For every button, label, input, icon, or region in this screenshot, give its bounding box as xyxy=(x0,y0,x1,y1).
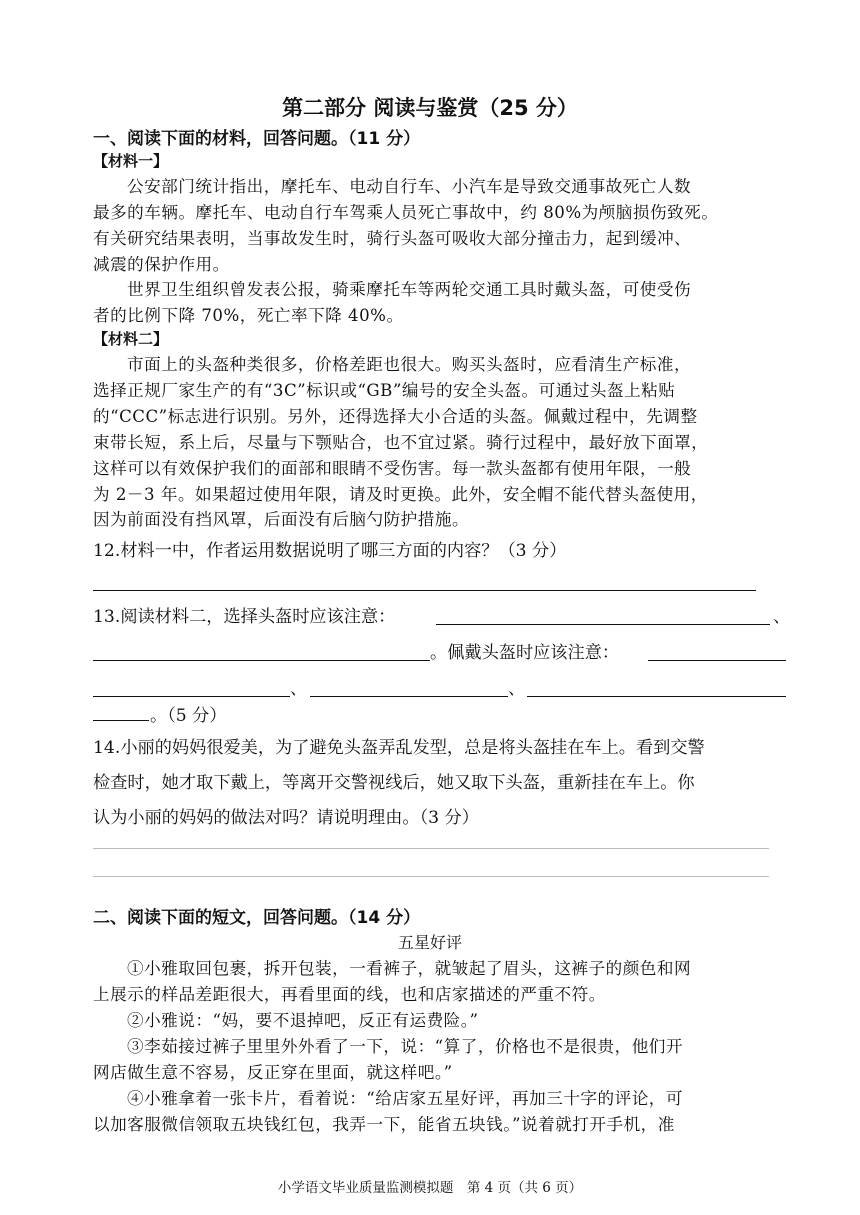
story-title: 五星好评 xyxy=(397,933,462,952)
question-13-prompt: 13.阅读材料二，选择头盔时应该注意： xyxy=(93,607,396,627)
section2-heading: 二、阅读下面的短文，回答问题。（14 分） xyxy=(93,908,421,928)
material2-line: 为 2－3 年。如果超过使用年限，请及时更换。此外，安全帽不能代替头盔使用， xyxy=(93,485,708,504)
answer-line-q14[interactable] xyxy=(93,848,769,849)
q13-separator: 、 xyxy=(290,679,308,699)
section1-heading: 一、阅读下面的材料，回答问题。（11 分） xyxy=(93,129,421,149)
answer-blank-q13-5[interactable] xyxy=(310,696,508,697)
answer-blank-q13-2[interactable] xyxy=(93,660,430,661)
answer-line-q12[interactable] xyxy=(93,590,756,591)
material1-line: 最多的车辆。摩托车、电动自行车驾乘人员死亡事故中，约 80%为颅脑损伤致死。 xyxy=(93,203,719,222)
material2-line: 的“CCC”标志进行识别。另外，还得选择大小合适的头盔。佩戴过程中，先调整 xyxy=(93,407,698,426)
question-14-line: 认为小丽的妈妈的做法对吗？请说明理由。（3 分） xyxy=(93,808,479,828)
material2-line: 束带长短，系上后，尽量与下颚贴合，也不宜过紧。骑行过程中，最好放下面罩， xyxy=(93,433,709,452)
material2-line: 选择正规厂家生产的有“3C”标识或“GB”编号的安全头盔。可通过头盔上粘贴 xyxy=(93,381,676,400)
question-13-score: 。（5 分） xyxy=(150,706,227,726)
story-line: ③李茹接过裤子里里外外看了一下，说：“算了，价格也不是很贵，他们开 xyxy=(127,1037,683,1056)
answer-line-q14[interactable] xyxy=(93,876,769,877)
story-line: ②小雅说：“妈，要不退掉吧，反正有运费险。” xyxy=(127,1011,479,1030)
story-line: 上展示的样品差距很大，再看里面的线，也和店家描述的严重不符。 xyxy=(93,985,606,1004)
question-14-line: 14.小丽的妈妈很爱美，为了避免头盔弄乱发型，总是将头盔挂在车上。看到交警 xyxy=(93,738,705,758)
story-line: 网店做生意不容易，反正穿在里面，就这样吧。” xyxy=(93,1063,453,1082)
answer-blank-q13-1[interactable] xyxy=(436,624,770,625)
material1-line: 世界卫生组织曾发表公报，骑乘摩托车等两轮交通工具时戴头盔，可使受伤 xyxy=(127,280,692,299)
answer-blank-q13-3[interactable] xyxy=(648,660,786,661)
story-line: ④小雅拿着一张卡片，看着说：“给店家五星好评，再加三十字的评论，可 xyxy=(127,1089,683,1108)
page-footer: 小学语文毕业质量监测模拟题 第 4 页（共 6 页） xyxy=(277,1180,583,1196)
material2-label: 【材料二】 xyxy=(93,330,169,348)
material1-line: 者的比例下降 70%，死亡率下降 40%。 xyxy=(93,306,404,325)
answer-blank-q13-6[interactable] xyxy=(527,696,786,697)
material2-line: 因为前面没有挡风罩，后面没有后脑勺防护措施。 xyxy=(93,510,470,529)
question-13-wear-prompt: 。佩戴头盔时应该注意： xyxy=(430,643,620,663)
page-title: 第二部分 阅读与鉴赏（25 分） xyxy=(282,96,578,120)
answer-blank-q13-7[interactable] xyxy=(93,720,149,721)
story-line: 以加客服微信领取五块钱红包，我弄一下，能省五块钱。”说着就打开手机，准 xyxy=(93,1115,675,1134)
material1-line: 有关研究结果表明，当事故发生时，骑行头盔可吸收大部分撞击力，起到缓冲、 xyxy=(93,229,692,248)
question-12: 12.材料一中，作者运用数据说明了哪三方面的内容？（3 分） xyxy=(93,541,567,561)
material2-line: 这样可以有效保护我们的面部和眼睛不受伤害。每一款头盔都有使用年限，一般 xyxy=(93,459,692,478)
material1-line: 减震的保护作用。 xyxy=(93,255,230,274)
material2-line: 市面上的头盔种类很多，价格差距也很大。购买头盔时，应看清生产标准， xyxy=(127,355,692,374)
q13-separator: 、 xyxy=(773,607,791,627)
material1-line: 公安部门统计指出，摩托车、电动自行车、小汽车是导致交通事故死亡人数 xyxy=(127,177,692,196)
story-line: ①小雅取回包裹，拆开包装，一看裤子，就皱起了眉头，这裤子的颜色和网 xyxy=(127,959,692,978)
question-14-line: 检查时，她才取下戴上，等离开交警视线后，她又取下头盔，重新挂在车上。你 xyxy=(93,773,695,793)
q13-separator: 、 xyxy=(508,679,526,699)
answer-blank-q13-4[interactable] xyxy=(93,696,290,697)
material1-label: 【材料一】 xyxy=(93,152,169,170)
